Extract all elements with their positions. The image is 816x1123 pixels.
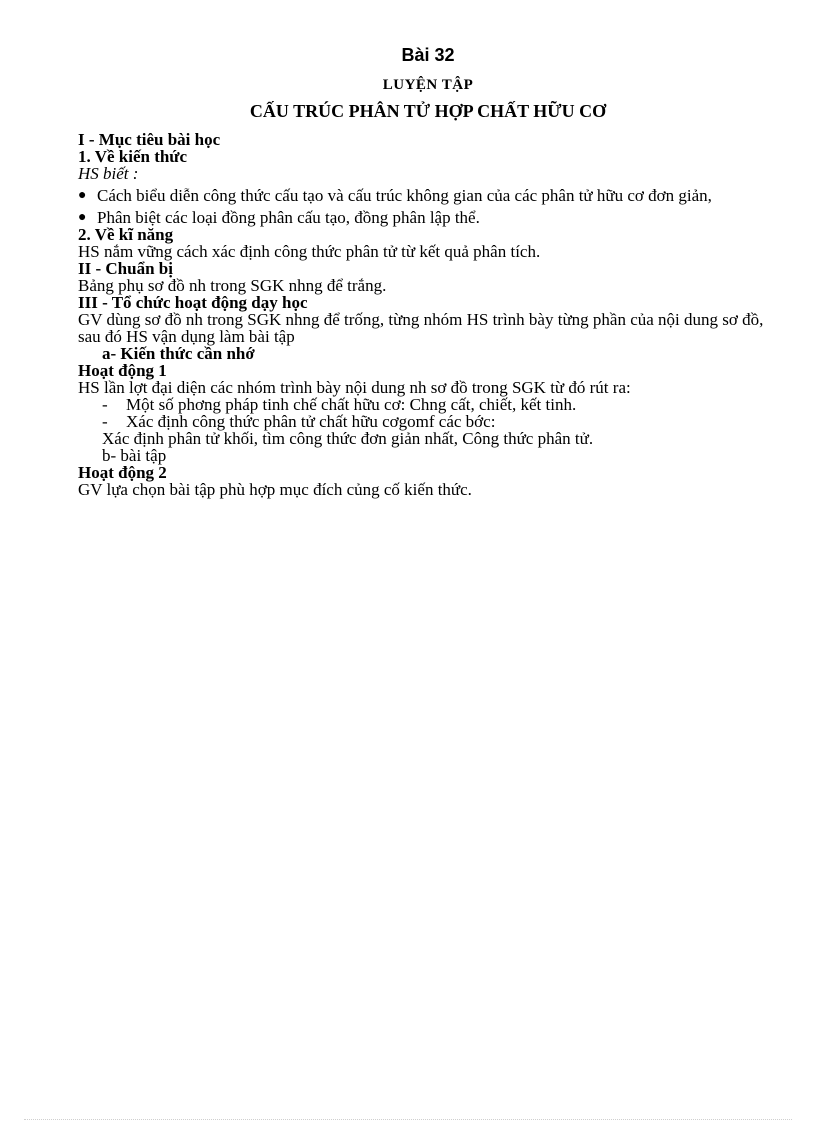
section-knowledge-heading: 1. Về kiến thức <box>78 147 188 166</box>
dash-marker: - <box>102 395 108 414</box>
knowledge-bullet-1 <box>78 187 778 204</box>
page-bottom-divider <box>24 1119 792 1120</box>
section-skills-heading: 2. Về kĩ năng <box>78 225 174 244</box>
lesson-topic: CẤU TRÚC PHÂN TỬ HỢP CHẤT HỮU CƠ <box>249 101 607 121</box>
document-page <box>78 44 778 498</box>
activity-2-heading: Hoạt động 2 <box>78 463 167 482</box>
bullet-icon: ● <box>78 210 87 225</box>
activity-1-heading: Hoạt động 1 <box>78 361 167 380</box>
activity-2-text: GV lựa chọn bài tập phù hợp mục đích củng cố kiến thức. <box>78 480 472 499</box>
section-objectives-heading: I - Mục tiêu bài học <box>78 130 221 149</box>
knowledge-recall-heading: a- Kiến thức cần nhớ <box>102 344 255 363</box>
activity-1-dash-2 <box>78 413 778 430</box>
knowledge-bullet-2 <box>78 209 778 226</box>
skills-text: HS nắm vững cách xác định công thức phân tử từ kết quả phân tích. <box>78 242 541 261</box>
dash-marker: - <box>102 412 108 431</box>
lesson-number: Bài 32 <box>401 45 455 65</box>
bullet-icon: ● <box>78 188 87 203</box>
section-activities-heading: III - Tổ chức hoạt động dạy học <box>78 293 308 312</box>
knowledge-bullet-1-text: Cách biểu diễn công thức cấu tạo và cấu trúc không gian của các phân tử hữu cơ đơn giản, <box>97 186 712 205</box>
preparation-text: Bảng phụ sơ đồ nh trong SGK nhng để trắng. <box>78 276 387 295</box>
activity-1-text: HS lần lợt đại diện các nhóm trình bày nội dung nh sơ đồ trong SGK từ đó rút ra: <box>78 378 631 397</box>
lesson-subtitle: LUYỆN TẬP <box>382 77 474 93</box>
section-preparation-heading: II - Chuẩn bị <box>78 259 173 278</box>
activity-1-dash-2-text: Xác định công thức phân tử chất hữu cơgomf các bớc: <box>126 412 496 431</box>
activity-1-dash-1-text: Một số phơng pháp tinh chế chất hữu cơ: Chng cất, chiết, kết tinh. <box>126 395 577 414</box>
exercises-heading: b- bài tập <box>102 446 167 465</box>
knowledge-intro: HS biết : <box>78 164 139 183</box>
activity-1-text-2: Xác định phân tử khối, tìm công thức đơn giản nhất, Công thức phân tử. <box>102 429 594 448</box>
activity-1-dash-1 <box>78 396 778 413</box>
activities-text: GV dùng sơ đồ nh trong SGK nhng để trống, từng nhóm HS trình bày từng phần của nội dung sơ đồ, sau đó HS vận dụng làm bài tập <box>78 310 764 346</box>
knowledge-bullet-2-text: Phân biệt các loại đồng phân cấu tạo, đồng phân lập thể. <box>97 208 480 227</box>
